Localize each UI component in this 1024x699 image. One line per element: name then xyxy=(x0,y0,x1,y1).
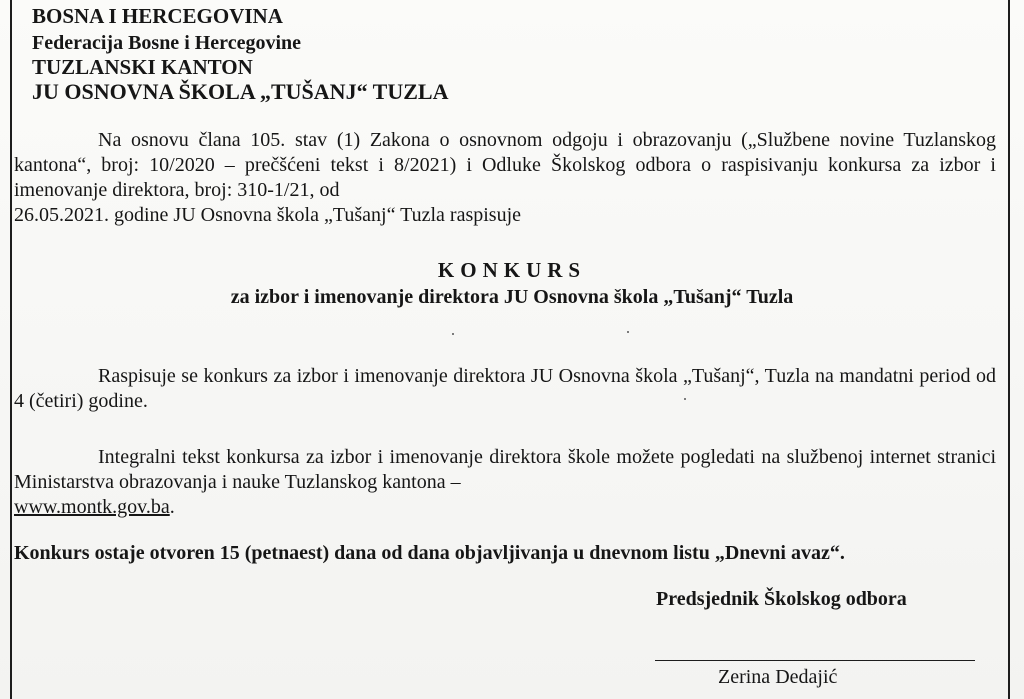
document-subtitle: za izbor i imenovanje direktora JU Osnovna škola „Tušanj“ Tuzla xyxy=(230,286,794,308)
intro-last-line: 26.05.2021. godine JU Osnovna škola „Tušanj“ Tuzla raspisuje xyxy=(14,204,522,226)
ministry-website-link[interactable]: www.montk.gov.ba xyxy=(14,496,170,518)
federation-heading: Federacija Bosne i Hercegovine xyxy=(32,32,302,54)
country-heading: BOSNA I HERCEGOVINA xyxy=(32,4,283,28)
website-text: Integralni tekst konkursa za izbor i imenovanje direktora škole možete pogledati na službenoj internet stranici Ministarstva obrazovanja i nauke Tuzlanskog kantona – xyxy=(14,446,996,493)
signatory-name: Zerina Dedajić xyxy=(718,666,838,688)
signatory-title: Predsjednik Školskog odbora xyxy=(656,588,907,610)
signature-line xyxy=(655,660,975,661)
scan-speck xyxy=(684,398,686,400)
canton-heading: TUZLANSKI KANTON xyxy=(32,55,253,79)
announcement-text: Raspisuje se konkurs za izbor i imenovanje direktora JU Osnovna škola „Tušanj“, Tuzla na mandatni period od 4 (četiri) godine. xyxy=(14,365,996,412)
closing-statement: Konkurs ostaje otvoren 15 (petnaest) dana od dana objavljivanja u dnevnom listu „Dnevni avaz“. xyxy=(14,542,845,564)
school-heading: JU OSNOVNA ŠKOLA „TUŠANJ“ TUZLA xyxy=(32,79,449,104)
scan-speck xyxy=(627,331,629,333)
website-link-line xyxy=(14,495,175,520)
scan-speck xyxy=(452,333,454,335)
document-title: KONKURS xyxy=(437,258,587,282)
announcement-paragraph xyxy=(14,364,996,414)
link-suffix: . xyxy=(169,496,175,518)
intro-paragraph xyxy=(14,128,996,203)
intro-text: Na osnovu člana 105. stav (1) Zakona o osnovnom odgoju i obrazovanju („Službene novine Tuzlanskog kantona“, broj: 10/2020 – prečšćeni tekst i 8/2021) i Odluke Školskog odbora o raspisivanju konkursa za izbor i imenovanje direktora, broj: 310-1/21, od xyxy=(14,129,996,201)
website-paragraph xyxy=(14,445,996,495)
